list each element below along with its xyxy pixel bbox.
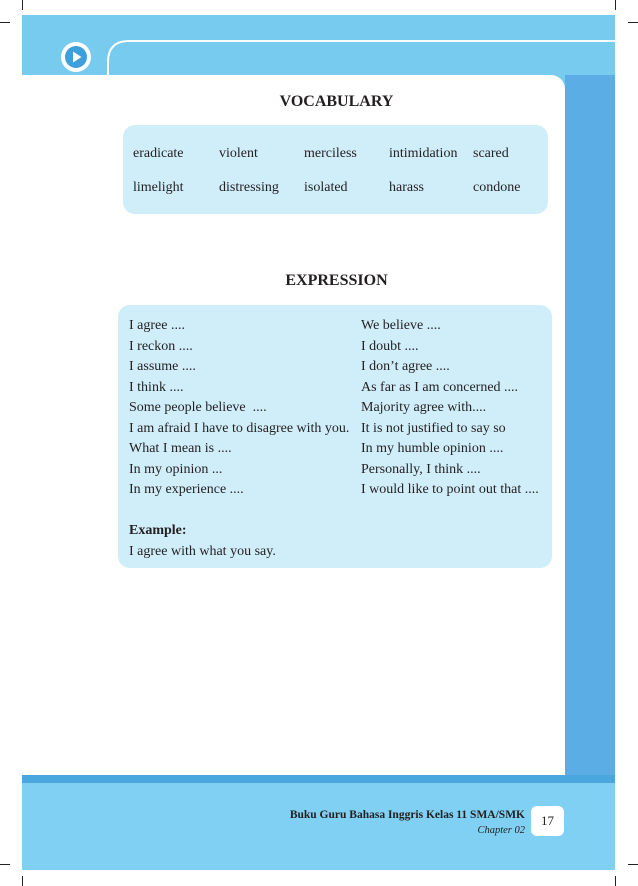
expression-item: What I mean is .... xyxy=(129,441,232,456)
vocab-word: condone xyxy=(473,180,521,195)
vocabulary-heading: VOCABULARY xyxy=(279,93,394,110)
side-strip xyxy=(565,75,615,780)
expression-item: I reckon .... xyxy=(129,338,193,354)
expression-item: I would like to point out that .... xyxy=(361,482,539,497)
crop-mark xyxy=(628,864,638,865)
footer-divider xyxy=(22,775,615,783)
expression-item: In my humble opinion .... xyxy=(361,441,504,456)
page-number: 17 xyxy=(541,813,554,828)
crop-mark xyxy=(22,876,23,886)
vocab-word: isolated xyxy=(304,180,348,195)
expression-item: I agree .... xyxy=(129,318,185,333)
expression-item: I am afraid I have to disagree with you. xyxy=(129,420,350,436)
example-text: I agree with what you say. xyxy=(129,543,276,559)
expression-item: I think .... xyxy=(129,379,184,395)
expression-item: I assume .... xyxy=(129,359,196,374)
vocab-word: scared xyxy=(473,146,509,161)
expression-item: I don’t agree .... xyxy=(361,359,450,374)
play-circle-icon xyxy=(61,42,91,72)
expression-item: As far as I am concerned .... xyxy=(361,379,519,395)
expression-left-column xyxy=(129,316,349,562)
vocab-word: limelight xyxy=(133,180,184,195)
footer-chapter: Chapter 02 xyxy=(477,825,525,836)
vocabulary-box xyxy=(123,125,548,214)
page-number-badge xyxy=(531,806,564,836)
expression-item: I doubt .... xyxy=(361,338,419,354)
expression-item: Some people believe .... xyxy=(129,400,267,415)
expression-right-column xyxy=(361,316,539,501)
footer-band xyxy=(22,783,615,870)
crop-mark xyxy=(0,864,10,865)
header-decorative-line xyxy=(0,0,638,100)
vocab-word: distressing xyxy=(219,180,279,195)
expression-item: Majority agree with.... xyxy=(361,400,487,415)
vocab-word: harass xyxy=(389,180,424,195)
expression-item: It is not justified to say so xyxy=(361,420,506,436)
vocab-word: intimidation xyxy=(389,146,458,161)
example-label: Example: xyxy=(129,523,187,538)
vocab-word: eradicate xyxy=(133,146,184,161)
crop-mark xyxy=(615,876,616,886)
vocab-word: merciless xyxy=(304,146,357,161)
vocab-word: violent xyxy=(219,146,258,161)
expression-item: In my opinion ... xyxy=(129,461,223,477)
expression-item: In my experience .... xyxy=(129,482,244,497)
expression-item: We believe .... xyxy=(361,318,441,333)
expression-heading: EXPRESSION xyxy=(285,272,388,289)
expression-item: Personally, I think .... xyxy=(361,461,481,477)
footer-book-title: Buku Guru Bahasa Inggris Kelas 11 SMA/SMK xyxy=(289,809,525,821)
expression-box xyxy=(118,305,552,568)
